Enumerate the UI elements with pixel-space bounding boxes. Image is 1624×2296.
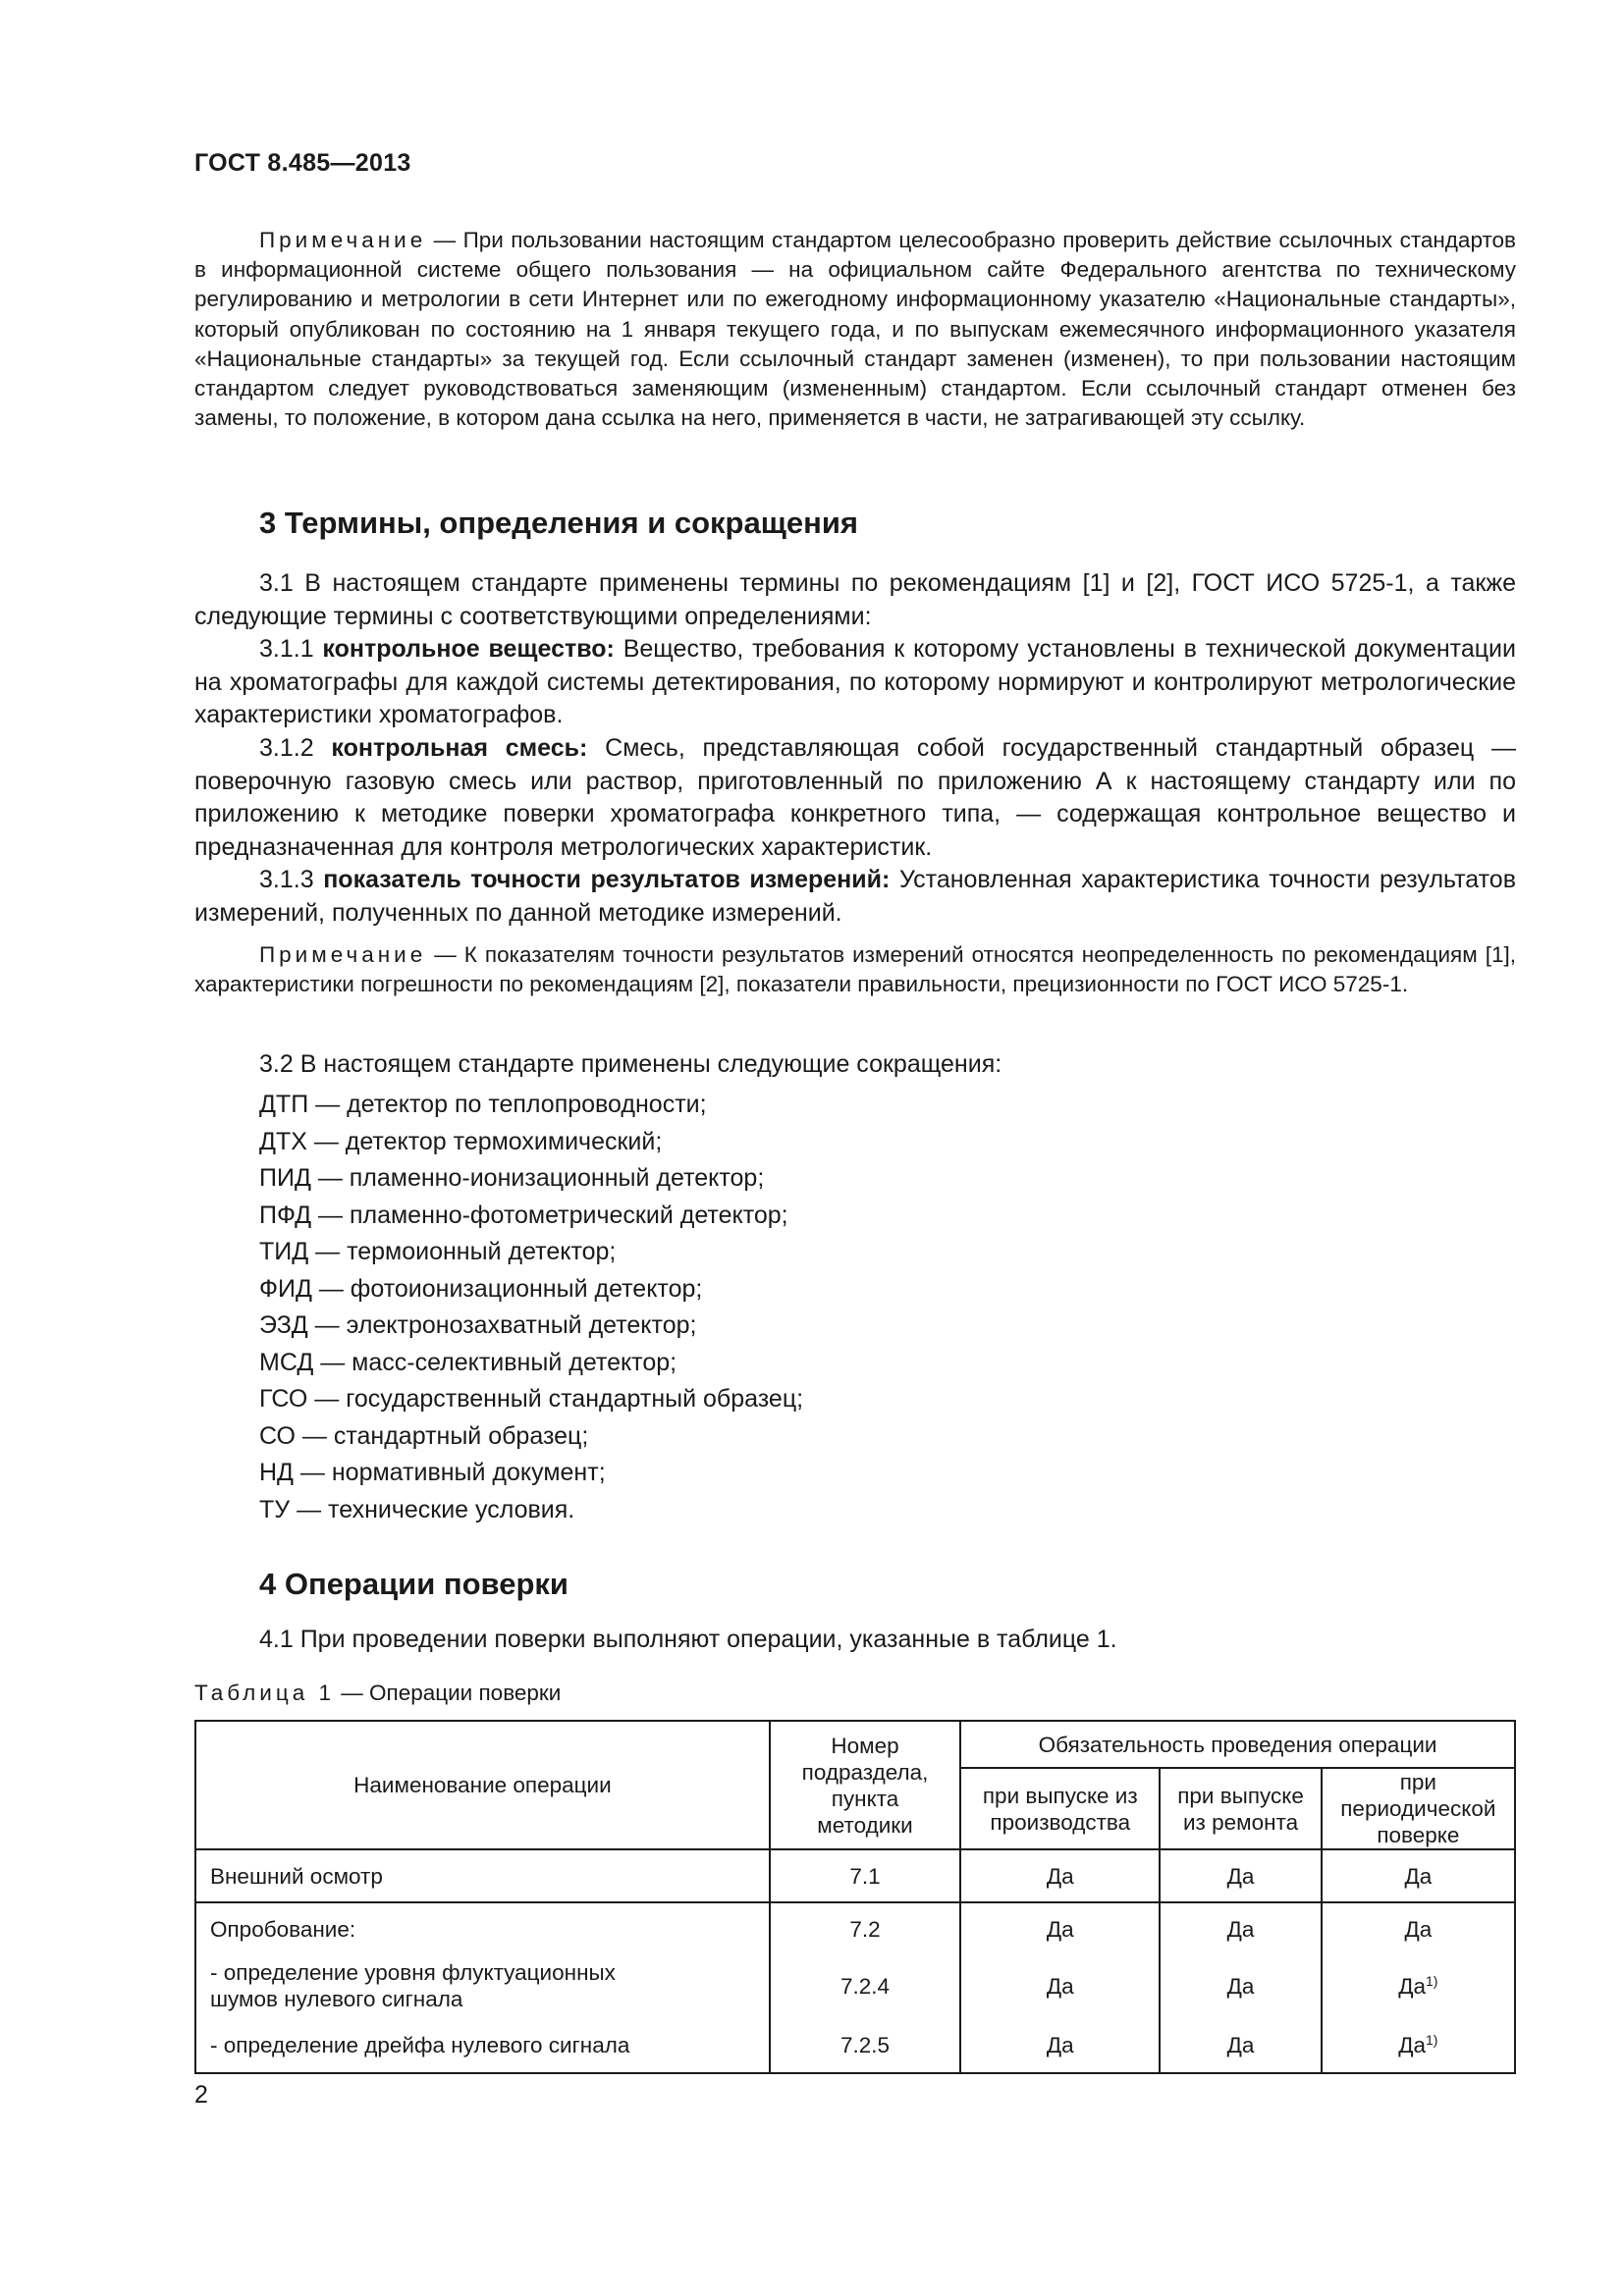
clause-number: 3.1.2 bbox=[259, 734, 332, 762]
paragraph-3-1-3 bbox=[194, 864, 1516, 930]
table-row bbox=[195, 1902, 1515, 1954]
header-release-repair: при выпуске из ремонта bbox=[1160, 1768, 1321, 1849]
list-item: ПФД — пламенно-фотометрический детектор; bbox=[259, 1201, 788, 1229]
table-caption-text: — Операции поверки bbox=[335, 1681, 562, 1705]
paragraph-4-1: 4.1 При проведении поверки выполняют операции, указанные в таблице 1. bbox=[259, 1626, 1117, 1653]
release-value: Да bbox=[960, 1954, 1160, 2017]
repair-value: Да bbox=[1160, 1849, 1321, 1902]
term: показатель точности результатов измерений: bbox=[323, 866, 891, 893]
note-accuracy-indicators bbox=[194, 940, 1516, 999]
repair-value: Да bbox=[1160, 1902, 1321, 1954]
note-text: — К показателям точности результатов измерений относятся неопределенность по рекомендациям [1], характеристики погрешности по рекомендациям [2], показатели правильности, прецизионности по ГОСТ ИСО 5725-1. bbox=[194, 942, 1516, 997]
release-value: Да bbox=[960, 1902, 1160, 1954]
clause-number: 3.1.3 bbox=[259, 866, 324, 893]
list-item: ФИД — фотоионизационный детектор; bbox=[259, 1274, 703, 1303]
verification-operations-table bbox=[194, 1720, 1516, 2074]
periodic-value: Да bbox=[1398, 1973, 1426, 1999]
list-item: МСД — масс-селективный детектор; bbox=[259, 1348, 677, 1376]
table-row bbox=[195, 1954, 1515, 2017]
repair-value: Да bbox=[1160, 2017, 1321, 2073]
list-item: ПИД — пламенно-ионизационный детектор; bbox=[259, 1164, 765, 1192]
note-reference-standards bbox=[194, 226, 1516, 433]
table-caption bbox=[194, 1681, 561, 1706]
operation-name: - определение дрейфа нулевого сигнала bbox=[195, 2017, 770, 2073]
list-item: ЭЗД — электронозахватный детектор; bbox=[259, 1311, 697, 1339]
paragraph-3-1: 3.1 В настоящем стандарте применены термины по рекомендациям [1] и [2], ГОСТ ИСО 5725-1, а также следующие термины с соответствующими определениями: bbox=[194, 569, 1516, 630]
table-caption-label: Таблица 1 bbox=[194, 1681, 335, 1705]
note-label: Примечание bbox=[259, 942, 427, 967]
paragraph-3-2: 3.2 В настоящем стандарте применены следующие сокращения: bbox=[259, 1050, 1002, 1078]
header-operation-name: Наименование операции bbox=[195, 1721, 770, 1849]
release-value: Да bbox=[960, 1849, 1160, 1902]
paragraph-3-1-1 bbox=[194, 633, 1516, 732]
header-release-production: при выпуске из производства bbox=[960, 1768, 1160, 1849]
section-number: 7.1 bbox=[770, 1849, 960, 1902]
header-obligation: Обязательность проведения операции bbox=[960, 1721, 1515, 1768]
periodic-value-cell bbox=[1322, 1954, 1515, 2017]
repair-value: Да bbox=[1160, 1954, 1321, 2017]
operation-name: - определение уровня флуктуационных шумов нулевого сигнала bbox=[195, 1954, 770, 2017]
note-label: Примечание bbox=[259, 228, 427, 252]
clause-number: 3.1.1 bbox=[259, 635, 323, 663]
table-row bbox=[195, 2017, 1515, 2073]
list-item: ДТХ — детектор термохимический; bbox=[259, 1127, 663, 1155]
periodic-value: Да bbox=[1398, 2032, 1426, 2057]
definition: Установленная характеристика точности результатов измерений, полученных по данной методике измерений. bbox=[194, 866, 1516, 927]
header-periodic: при периодической поверке bbox=[1322, 1768, 1515, 1849]
note-text: — При пользовании настоящим стандартом целесообразно проверить действие ссылочных стандартов в информационной системе общего пользования — на официальном сайте Федерального агентства по техническому регулированию и метрологии в сети Интернет или по ежегодному информационному указателю «Национальные стандарты», который опубликован по состоянию на 1 января текущего года, и по выпускам ежемесячного информационного указателя «Национальные стандарты» за текущей год. Если ссылочный стандарт заменен (изменен), то при пользовании настоящим стандартом следует руководствоваться заменяющим (измененным) стандартом. Если ссылочный стандарт отменен без замены, то положение, в котором дана ссылка на него, применяется в части, не затрагивающей эту ссылку. bbox=[194, 228, 1516, 431]
section-number: 7.2.4 bbox=[770, 1954, 960, 2017]
periodic-value-cell bbox=[1322, 2017, 1515, 2073]
section-number: 7.2.5 bbox=[770, 2017, 960, 2073]
paragraph-3-1-2 bbox=[194, 732, 1516, 864]
definition: Смесь, представляющая собой государственный стандартный образец — поверочную газовую смесь или раствор, приготовленный по приложению А к настоящему стандарту или по приложению к методике поверки хроматографа конкретного типа, — содержащая контрольное вещество и предназначенная для контроля метрологических характеристик. bbox=[194, 734, 1516, 861]
list-item: СО — стандартный образец; bbox=[259, 1421, 589, 1450]
header-section-number: Номер подраздела, пункта методики bbox=[770, 1721, 960, 1849]
term: контрольная смесь: bbox=[331, 734, 588, 762]
section-4-title: 4 Операции поверки bbox=[259, 1567, 568, 1601]
page-number: 2 bbox=[194, 2081, 208, 2109]
periodic-value: Да bbox=[1322, 1849, 1515, 1902]
section-3-title: 3 Термины, определения и сокращения bbox=[259, 506, 858, 540]
operation-name: Опробование: bbox=[195, 1902, 770, 1954]
section-number: 7.2 bbox=[770, 1902, 960, 1954]
footnote-marker: 1) bbox=[1425, 1972, 1438, 1989]
document-code: ГОСТ 8.485—2013 bbox=[194, 149, 411, 177]
list-item: НД — нормативный документ; bbox=[259, 1459, 606, 1486]
abbreviation-list bbox=[259, 1087, 803, 1528]
definition: Вещество, требования к которому установлены в технической документации на хроматографы для каждой системы детектирования, по которому нормируют и контролируют метрологические характеристики хроматографов. bbox=[194, 635, 1516, 728]
footnote-marker: 1) bbox=[1425, 2031, 1438, 2048]
list-item: ТИД — термоионный детектор; bbox=[259, 1238, 617, 1265]
periodic-value: Да bbox=[1322, 1902, 1515, 1954]
list-item: ТУ — технические условия. bbox=[259, 1495, 575, 1523]
term: контрольное вещество: bbox=[322, 635, 615, 663]
operation-name: Внешний осмотр bbox=[195, 1849, 770, 1902]
release-value: Да bbox=[960, 2017, 1160, 2073]
list-item: ГСО — государственный стандартный образец; bbox=[259, 1385, 804, 1413]
table-row bbox=[195, 1849, 1515, 1902]
list-item: ДТП — детектор по теплопроводности; bbox=[259, 1091, 707, 1118]
